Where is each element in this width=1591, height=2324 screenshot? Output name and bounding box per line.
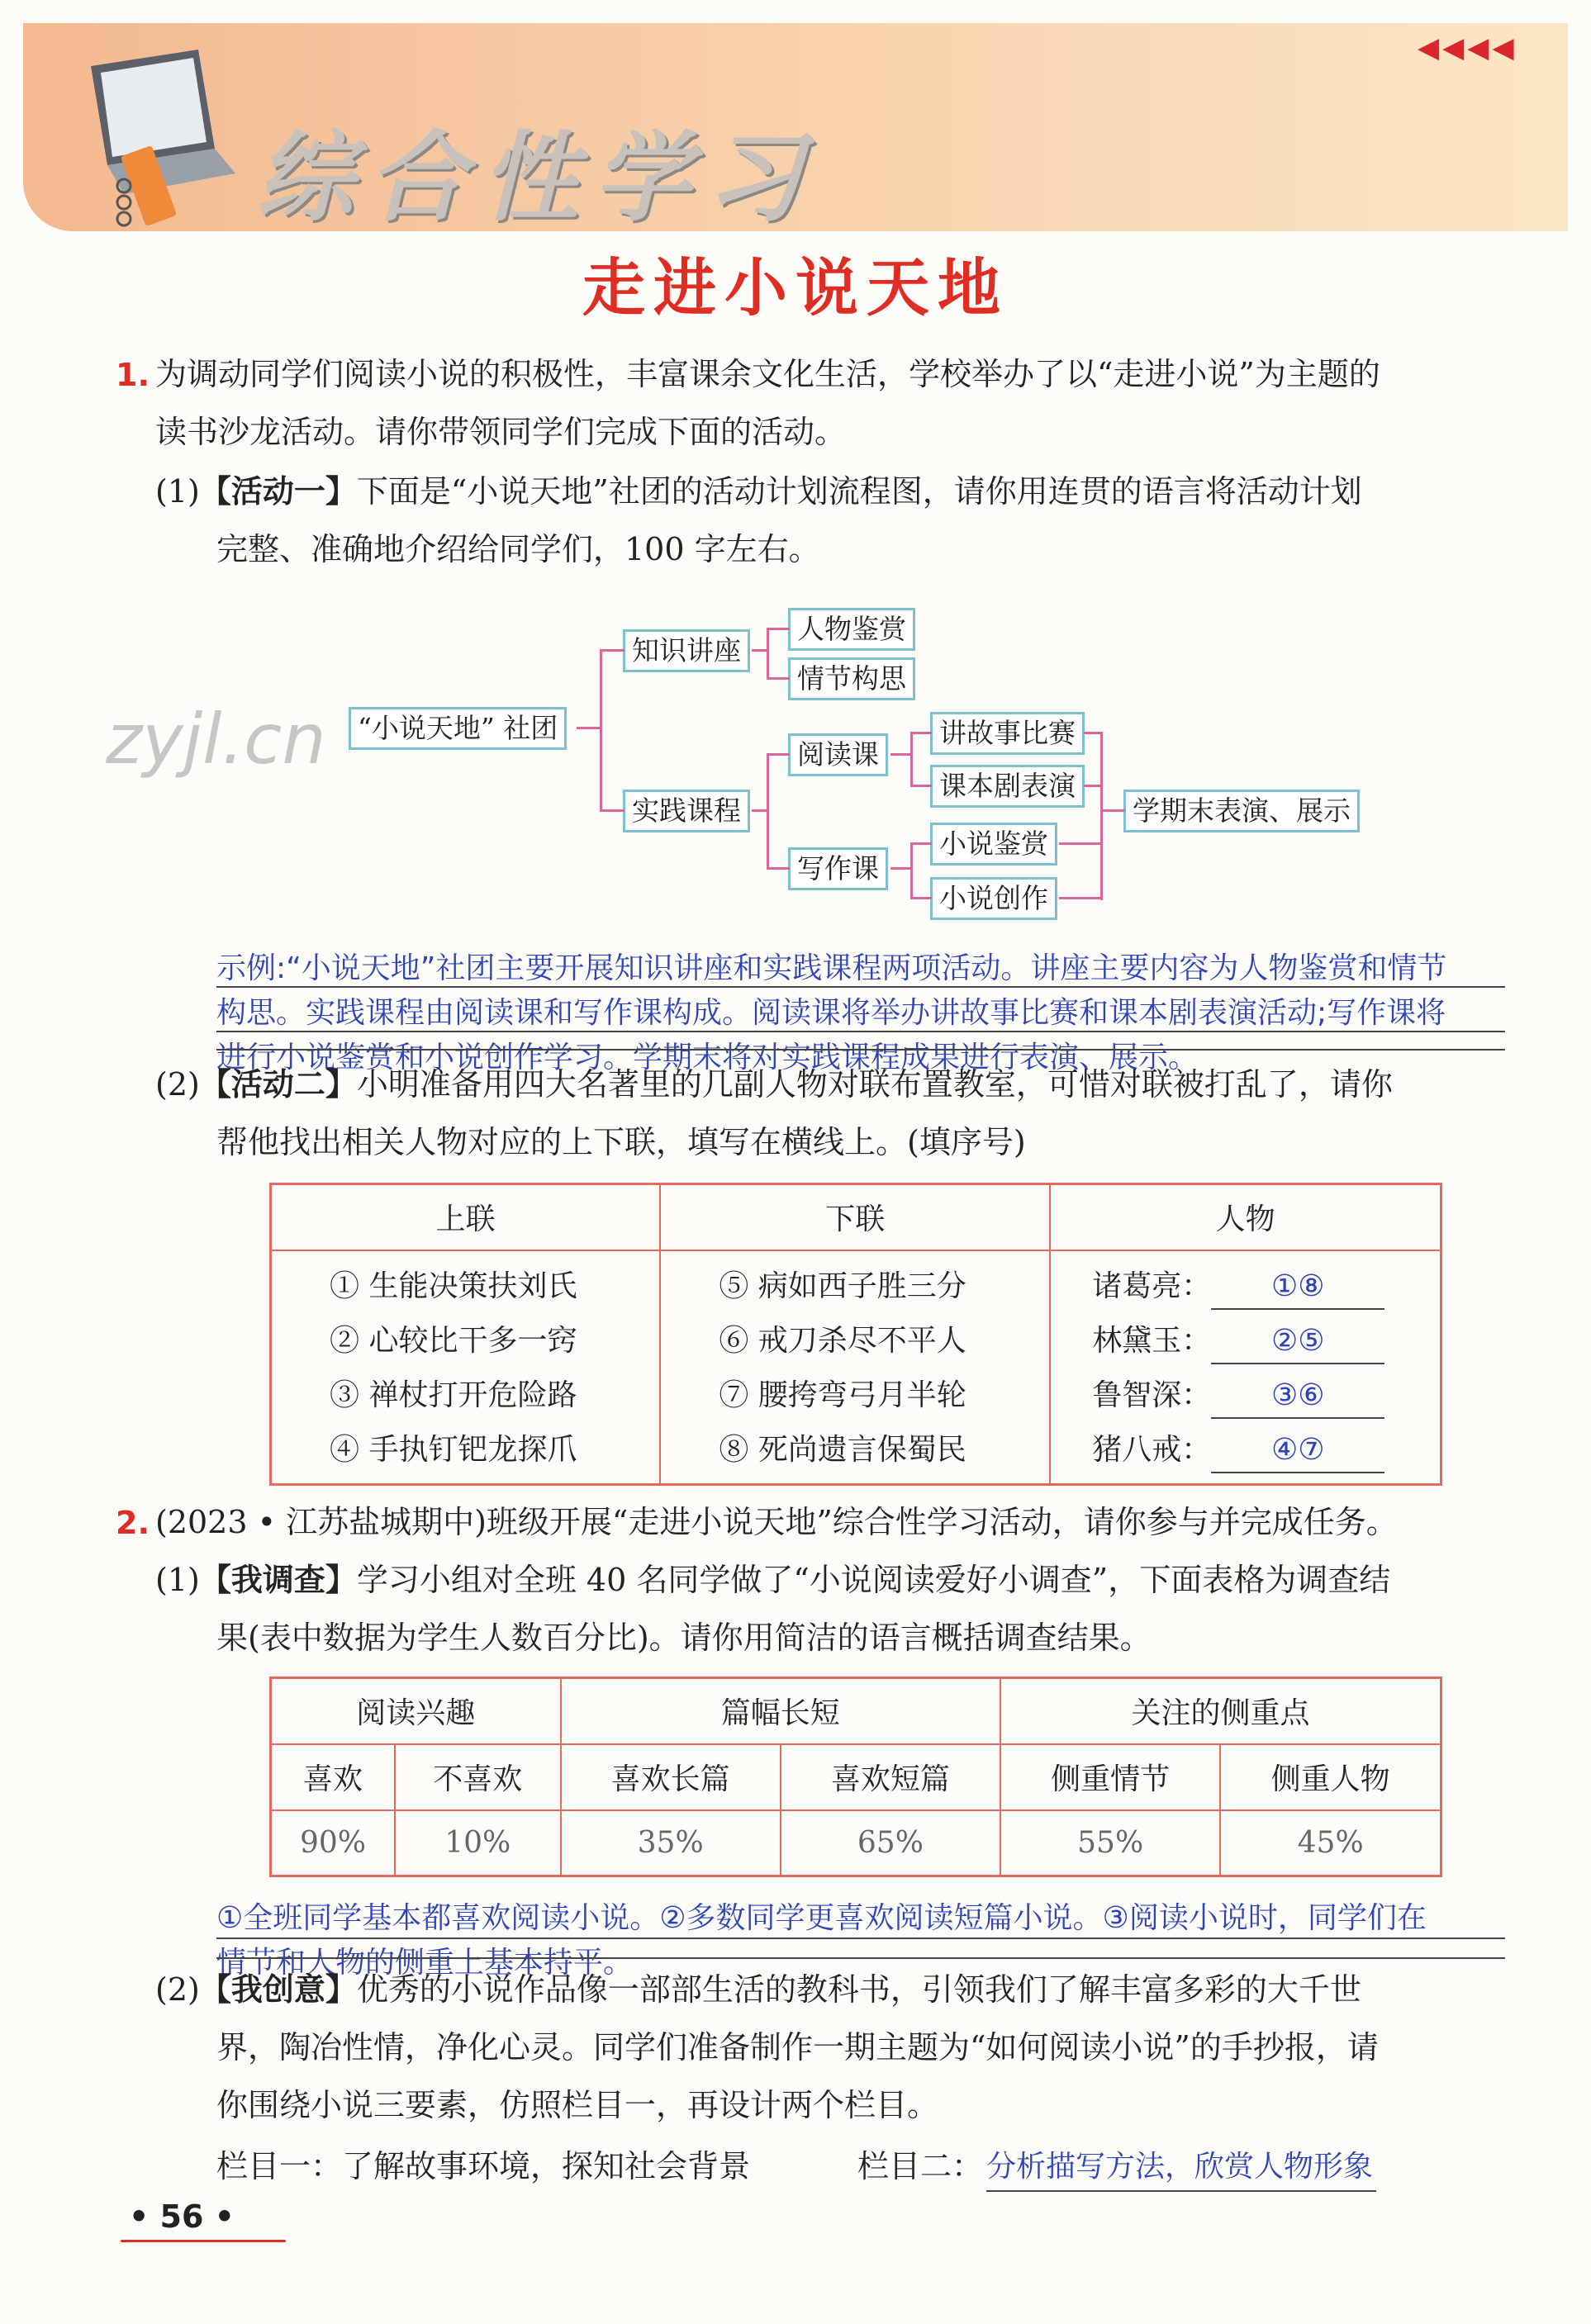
q1-p2-line1 <box>155 1055 1393 1113</box>
flow-connector <box>600 649 625 652</box>
person-name: 诸葛亮： <box>1092 1269 1212 1303</box>
column-one: 栏目一：了解故事环境，探知社会背景 <box>216 2148 751 2184</box>
answer-line: 构思。实践课程由阅读课和写作课构成。阅读课将举办讲故事比赛和课本剧表演活动;写作课将 <box>216 996 1446 1030</box>
list-item <box>1092 1368 1440 1423</box>
flow-connector <box>767 628 769 679</box>
answer-underline <box>216 1031 1505 1032</box>
q1-p2-text: 小明准备用四大名著里的几副人物对联布置教室，可惜对联被打乱了，请你 <box>356 1066 1393 1103</box>
flow-connector <box>767 753 790 756</box>
flow-practice: 实践课程 <box>623 790 750 832</box>
person-name: 林黛玉： <box>1092 1323 1212 1358</box>
question-number: 1. <box>116 357 150 393</box>
flow-connector <box>910 842 932 845</box>
flow-connector <box>767 867 790 870</box>
answer-underline <box>216 986 1505 988</box>
sub-number: (2) <box>155 1971 200 2008</box>
flow-connector <box>910 732 913 786</box>
list-item: ③ 禅杖打开危险路 <box>330 1378 577 1412</box>
q2-p2-line2: 界，陶冶性情，净化心灵。同学们准备制作一期主题为“如何阅读小说”的手抄报，请 <box>216 2029 1379 2066</box>
q2-p2-line3: 你围绕小说三要素，仿照栏目一，再设计两个栏目。 <box>216 2087 939 2123</box>
q1-line2: 读书沙龙活动。请你带领同学们完成下面的活动。 <box>155 414 847 450</box>
lower-couplets <box>660 1250 1050 1485</box>
flow-root: “小说天地” 社团 <box>349 707 567 750</box>
column-two-answer[interactable]: 分析描写方法，欣赏人物形象 <box>986 2144 1376 2192</box>
answer-underline <box>216 1957 1505 1959</box>
table-header: 人物 <box>1050 1184 1441 1250</box>
flow-connector <box>752 649 768 652</box>
flow-appreciate: 小说鉴赏 <box>930 823 1057 866</box>
flow-connector <box>910 897 932 899</box>
fill-blank[interactable]: ①⑧ <box>1211 1265 1384 1310</box>
q1-p1-line2: 完整、准确地介绍给同学们，100 字左右。 <box>216 531 820 567</box>
page-title: 走进小说天地 <box>582 251 1009 325</box>
flow-connector <box>1084 785 1102 787</box>
person-name: 猪八戒： <box>1092 1432 1212 1467</box>
arrow-icon: ◀◀◀◀ <box>1418 31 1517 64</box>
couplet-table <box>269 1183 1442 1486</box>
q2-p1-line1 <box>155 1551 1390 1609</box>
flow-connector <box>1059 897 1102 899</box>
table-subheader: 喜欢长篇 <box>561 1744 781 1810</box>
table-cell: 35% <box>561 1810 781 1876</box>
flow-connector <box>910 842 913 899</box>
flow-connector <box>910 732 932 734</box>
answer-underline <box>216 1049 1505 1051</box>
list-item: ⑤ 病如西子胜三分 <box>719 1269 966 1303</box>
q1-p1-text: 下面是“小说天地”社团的活动计划流程图，请你用连贯的语言将活动计划 <box>356 473 1362 510</box>
flow-connector <box>752 809 768 812</box>
table-header: 关注的侧重点 <box>1000 1678 1441 1744</box>
flow-create: 小说创作 <box>930 877 1057 920</box>
q2-p1-text: 学习小组对全班 40 名同学做了“小说阅读爱好小调查”，下面表格为调查结 <box>356 1562 1391 1598</box>
q2-p1-line2: 果(表中数据为学生人数百分比)。请你用简洁的语言概括调查结果。 <box>216 1620 1152 1656</box>
flow-connector <box>1084 732 1102 734</box>
list-item: ⑦ 腰挎弯弓月半轮 <box>719 1378 966 1412</box>
laptop-icon <box>74 50 240 231</box>
flow-reading: 阅读课 <box>788 733 888 776</box>
flow-connector <box>577 727 601 729</box>
people-column <box>1050 1250 1441 1485</box>
flow-final: 学期末表演、展示 <box>1123 790 1360 832</box>
table-subheader: 不喜欢 <box>395 1744 561 1810</box>
answer-line: 进行小说鉴赏和小说创作学习。学期末将对实践课程成果进行表演、展示。 <box>216 1041 1199 1074</box>
column-two-label: 栏目二： <box>857 2148 984 2184</box>
q2-line1: (2023 • 江苏盐城期中)班级开展“走进小说天地”综合性学习活动，请你参与并完成任务。 <box>155 1504 1398 1540</box>
question-number: 2. <box>116 1505 150 1541</box>
table-cell: 10% <box>395 1810 561 1876</box>
page-number: • 56 • <box>129 2198 235 2235</box>
table-subheader: 喜欢 <box>271 1744 395 1810</box>
flow-connector <box>600 809 625 812</box>
flow-story: 讲故事比赛 <box>930 712 1085 755</box>
sub-number: (1) <box>155 473 200 510</box>
flow-connector <box>890 753 912 756</box>
list-item: ② 心较比干多一窍 <box>330 1323 577 1358</box>
answer-line: 情节和人物的侧重上基本持平。 <box>216 1946 634 1980</box>
q1-p2-line2: 帮他找出相关人物对应的上下联，填写在横线上。(填序号) <box>216 1124 1026 1160</box>
flow-writing: 写作课 <box>788 847 888 890</box>
person-name: 鲁智深： <box>1092 1378 1212 1412</box>
table-header: 下联 <box>660 1184 1050 1250</box>
list-item: ④ 手执钉钯龙探爪 <box>330 1432 577 1467</box>
q1-p1-line1 <box>155 462 1362 520</box>
table-cell: 45% <box>1220 1810 1441 1876</box>
table-cell: 65% <box>781 1810 1000 1876</box>
flow-connector <box>767 753 769 867</box>
fill-blank[interactable]: ④⑦ <box>1211 1429 1384 1473</box>
flow-lecture: 知识讲座 <box>623 629 750 672</box>
table-cell: 90% <box>271 1810 395 1876</box>
list-item: ① 生能决策扶刘氏 <box>330 1269 577 1303</box>
flow-connector <box>890 867 912 870</box>
answer-line: 示例:“小说天地”社团主要开展知识讲座和实践课程两项活动。讲座主要内容为人物鉴赏和情节 <box>216 951 1447 985</box>
answer-line: ①全班同学基本都喜欢阅读小说。②多数同学更喜欢阅读短篇小说。③阅读小说时，同学们在 <box>216 1901 1427 1935</box>
flow-connector <box>767 677 790 680</box>
answer-underline <box>216 1937 1505 1939</box>
flow-connector <box>1100 809 1125 812</box>
table-header: 上联 <box>271 1184 661 1250</box>
table-subheader: 喜欢短篇 <box>781 1744 1000 1810</box>
list-item: ⑥ 戒刀杀尽不平人 <box>719 1323 966 1358</box>
section-title: 综合性学习 <box>256 121 819 235</box>
sub-number: (1) <box>155 1562 200 1598</box>
flow-plot: 情节构思 <box>788 657 915 700</box>
upper-couplets <box>271 1250 661 1485</box>
q1-line1: 为调动同学们阅读小说的积极性，丰富课余文化生活，学校举办了以“走进小说”为主题的 <box>155 356 1380 392</box>
flow-connector <box>1059 842 1102 845</box>
survey-table <box>269 1677 1442 1877</box>
watermark: zyjl.cn <box>106 699 326 780</box>
activity-tag: 【我调查】 <box>199 1562 357 1598</box>
table-header: 阅读兴趣 <box>271 1678 561 1744</box>
flow-connector <box>1100 732 1103 900</box>
activity-tag: 【活动一】 <box>199 473 357 510</box>
sub-number: (2) <box>155 1066 200 1103</box>
page-number-underline <box>121 2240 286 2242</box>
q2-p2-text: 优秀的小说作品像一部部生活的教科书，引领我们了解丰富多彩的大千世 <box>356 1971 1361 2008</box>
flow-connector <box>600 649 602 811</box>
activity-tag: 【活动二】 <box>199 1066 357 1103</box>
table-subheader: 侧重人物 <box>1220 1744 1441 1810</box>
list-item <box>1092 1259 1440 1314</box>
list-item <box>1092 1423 1440 1477</box>
table-subheader: 侧重情节 <box>1000 1744 1220 1810</box>
flow-character: 人物鉴赏 <box>788 608 915 651</box>
q2-p2-line1 <box>155 1961 1361 2018</box>
flow-connector <box>910 785 932 787</box>
fill-blank[interactable]: ②⑤ <box>1211 1320 1384 1364</box>
list-item: ⑧ 死尚遗言保蜀民 <box>719 1432 966 1467</box>
list-item <box>1092 1314 1440 1368</box>
flow-connector <box>767 628 790 630</box>
activity-tag: 【我创意】 <box>199 1971 357 2008</box>
fill-blank[interactable]: ③⑥ <box>1211 1374 1384 1419</box>
flow-drama: 课本剧表演 <box>930 765 1085 808</box>
table-cell: 55% <box>1000 1810 1220 1876</box>
table-header: 篇幅长短 <box>561 1678 1001 1744</box>
